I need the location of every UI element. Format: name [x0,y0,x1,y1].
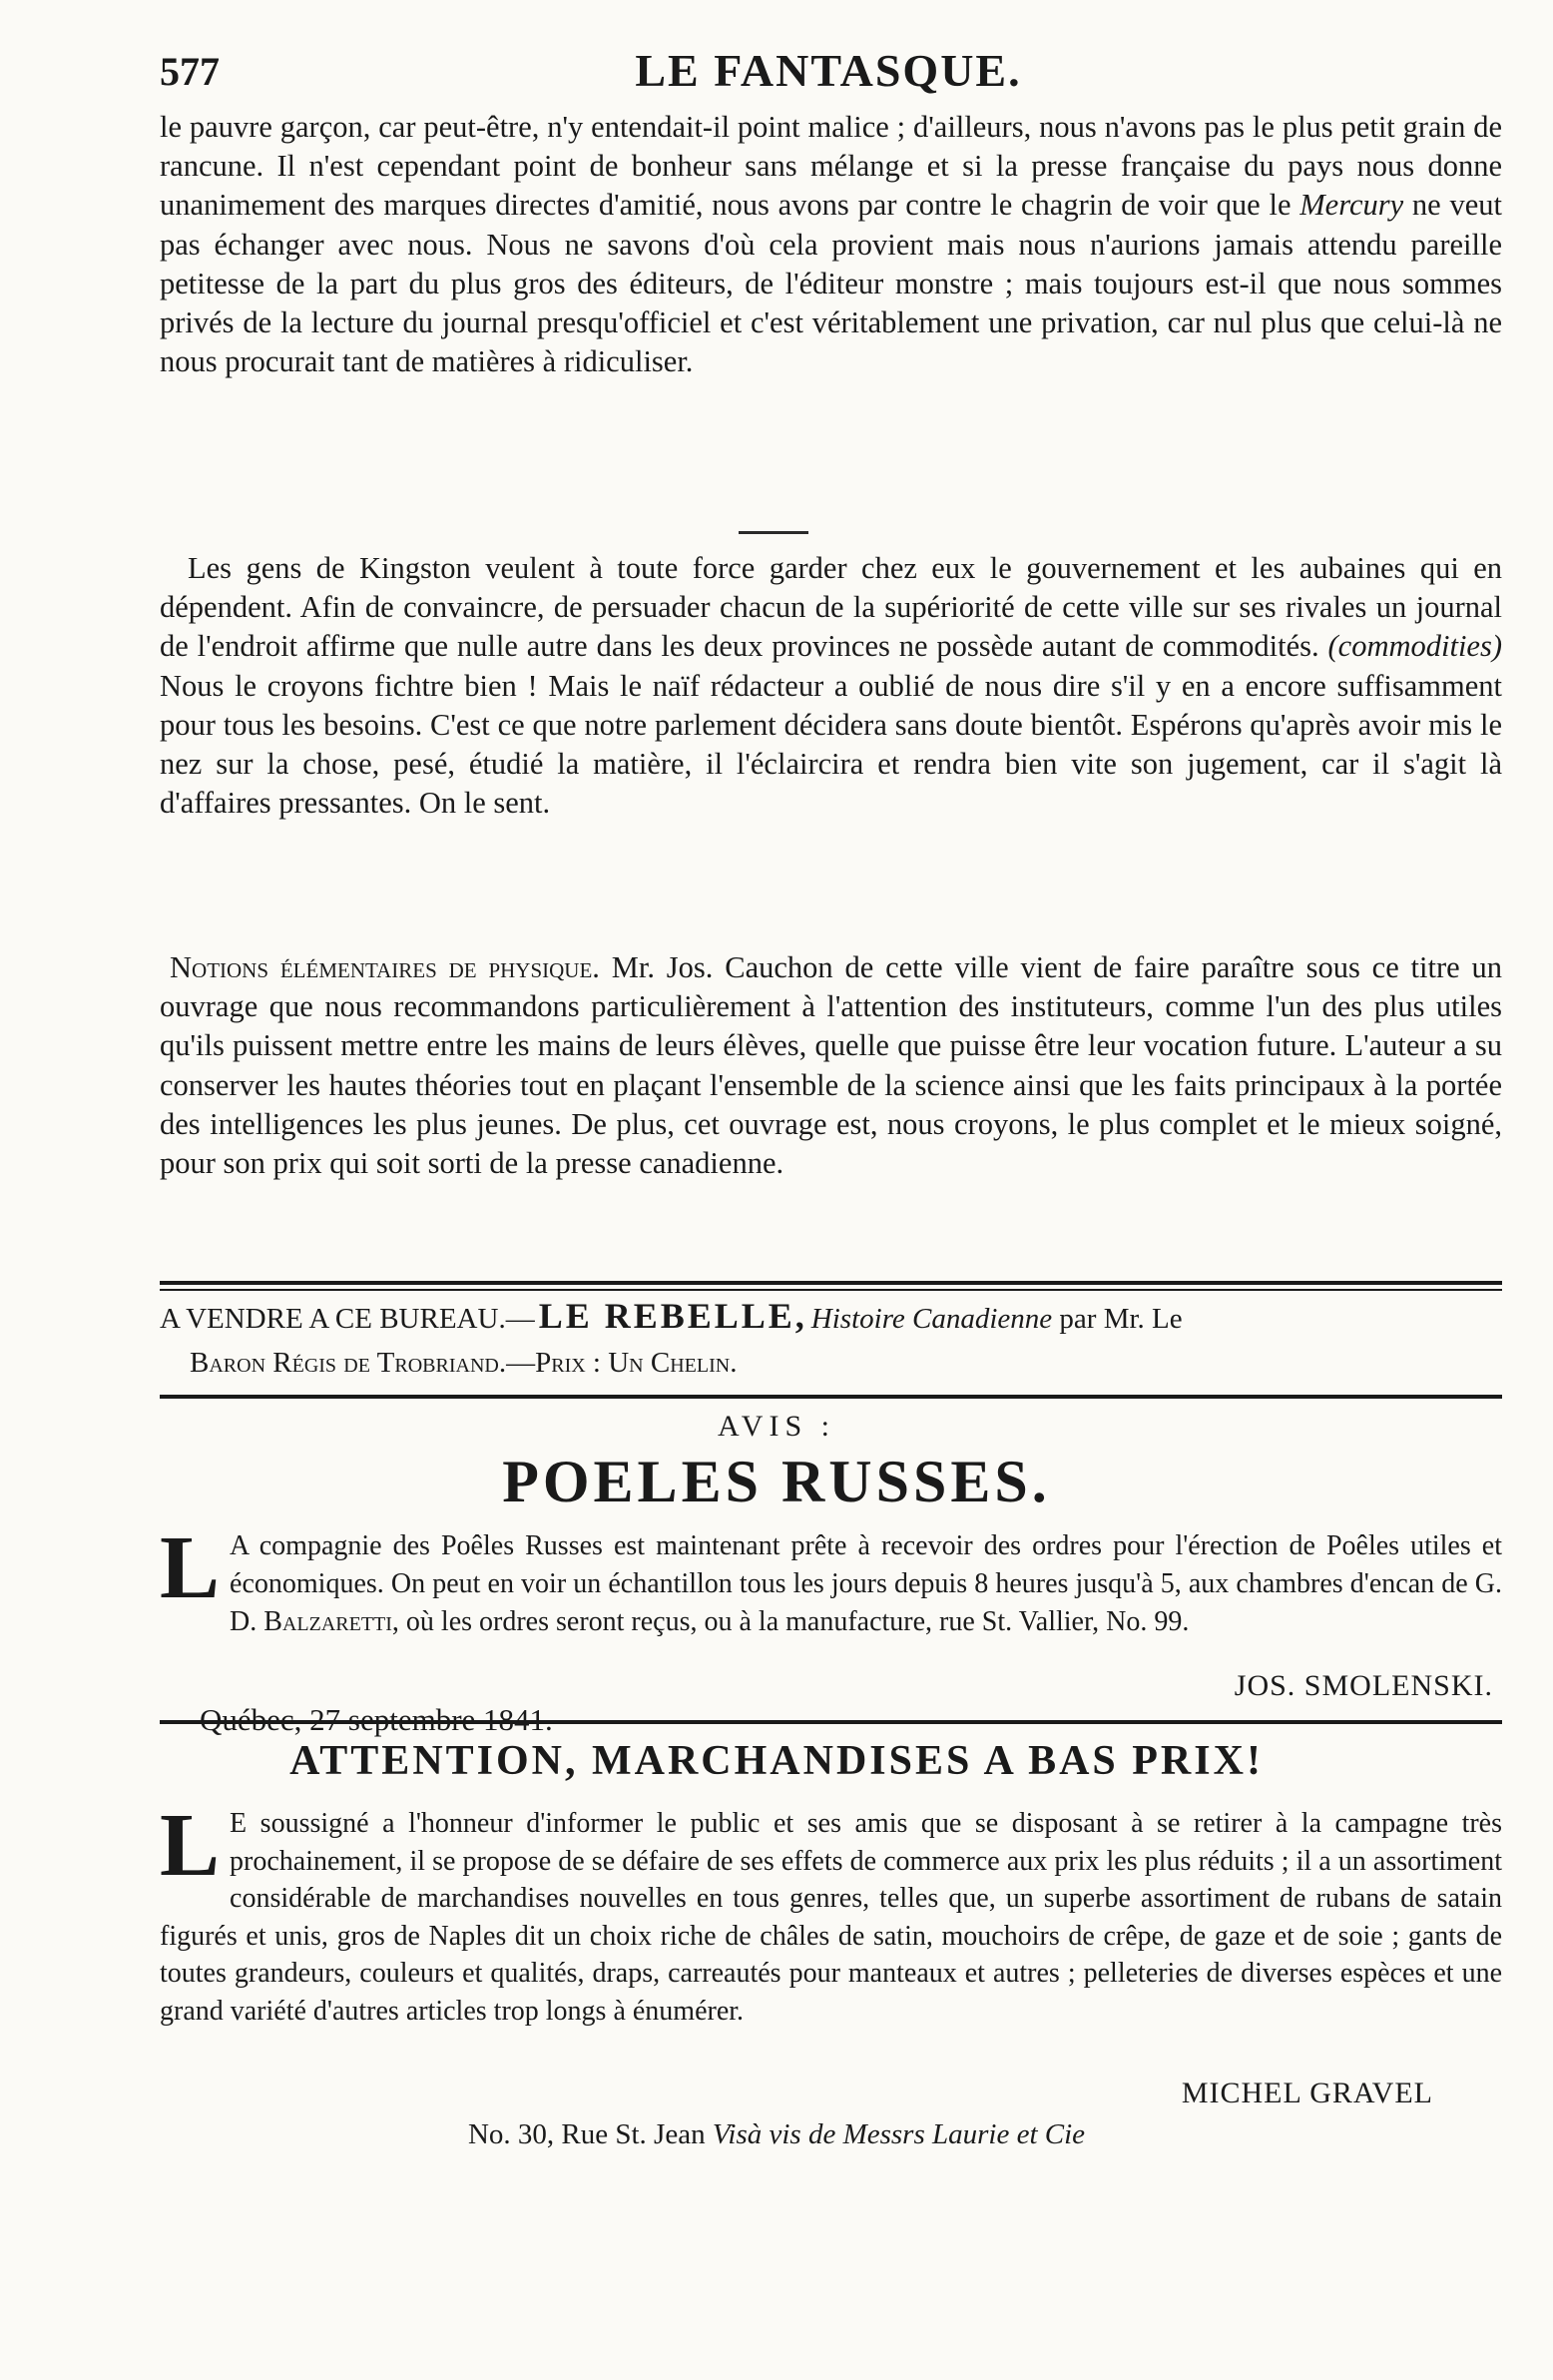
avis-text: A compagnie des Poêles Russes est maintenant prête à recevoir des ordres pour l'érection de Poêles utiles et économiques. On peut en voir un échantillon tous les jours depuis 8 heures jusqu'à 5, aux chambres d'encan de G. D. [230,1530,1502,1637]
avis-signer: JOS. SMOLENSKI. [1234,1669,1493,1702]
address-text: No. 30, Rue St. Jean [467,2118,713,2150]
article-mercury [160,108,1502,381]
advert-address [0,2118,1553,2151]
divider-rule [160,1281,1502,1285]
commodities-word: (commodities) [1327,629,1502,664]
divider-rule [160,1289,1502,1291]
advert-text: E soussigné a l'honneur d'informer le public et ses amis que se disposant à se retirer à la campagne très prochainement, il se propose de se défaire de ses effets de commerce aux prix les plus réduits ; il a un assortiment considérable de marchandises nouvelles en tous genres, telles que, un superbe assortiment de rubans de satain figurés et unis, gros de Naples dit un choix riche de châles de satin, mouchoirs de crêpe, de gaze et de soie ; gants de toutes grandeurs, couleurs et qualités, draps, carreautés pour manteaux et autres ; pelleteries de diverses espèces et une grand variété d'autres articles trop longs à énumérer. [160,1808,1502,2027]
section-separator [739,531,808,534]
sale-prefix: A VENDRE A CE BUREAU.— [160,1303,535,1335]
avis-title: POELES RUSSES. [502,1449,1051,1514]
divider-rule [160,1395,1502,1399]
mercury-name: Mercury [1299,188,1404,223]
advert-merchant: MICHEL GRAVEL [1181,2077,1433,2109]
page-header [150,40,1507,110]
book-subtitle: Histoire Canadienne [810,1303,1053,1335]
divider-rule [160,1720,1502,1724]
address-italic: Visà vis de Messrs Laurie et Cie [712,2118,1086,2150]
book-price: —Prix : Un Chelin. [506,1347,738,1379]
article-text: le pauvre garçon, car peut-être, n'y entendait-il point malice ; d'ailleurs, nous n'avons pas le plus petit grain de rancune. Il n'est cependant point de bonheur sans mélange et si la presse française du pays nous donne unanimement des marques directes d'amitié, nous avons par contre le chagrin de voir que le [160,110,1502,223]
avis-name: Balzaretti [263,1606,392,1637]
article-kingston [160,549,1502,823]
article-text: Nous le croyons fichtre bien ! Mais le naïf rédacteur a oublié de nous dire s'il y en a encore suffisamment pour tous les besoins. C'est ce que notre parlement décidera sans doute bientôt. Espérons qu'après avoir mis le nez sur la chose, pesé, étudié la matière, il l'éclaircira et rendra bien vite son jugement, car il s'agit là d'affaires pressantes. On le sent. [160,668,1502,821]
article-text: ne veut pas échanger avec nous. Nous ne savons d'où cela provient mais nous n'aurions jamais attendu pareille petitesse de la part du plus gros des éditeurs, de l'éditeur monstre ; mais toujours est-il que nous sommes privés de la lecture du journal presqu'officiel et c'est véritablement une privation, car nul plus que celui-là ne nous procurait tant de matières à ridiculiser. [160,188,1502,379]
sale-notice [160,1294,1502,1385]
avis-text: , où les ordres seront reçus, ou à la manufacture, rue St. Vallier, No. 99. [391,1606,1190,1637]
article-text: Mr. Jos. Cauchon de cette ville vient de faire paraître sous ce titre un ouvrage que nous recommandons particulièrement à l'attention des instituteurs, comme l'un des plus utiles qu'ils puissent mettre entre les mains de leurs élèves, quelle que puisse être leur vocation future. L'auteur a su conserver les hautes théories tout en plaçant l'ensemble de la science ainsi que les faits principaux à la portée des intelligences les plus jeunes. De plus, cet ouvrage est, nous croyons, le plus complet et le mieux soigné, pour son prix qui soit sorti de la presse canadienne. [160,950,1502,1181]
drop-cap: L [160,1518,221,1617]
page-number: 577 [160,49,220,94]
avis-body [160,1518,1502,1641]
article-heading: Notions élémentaires de physique. [170,950,600,984]
avis-label: AVIS : [718,1410,835,1443]
book-title: LE REBELLE, [538,1296,807,1336]
article-text: Les gens de Kingston veulent à toute force garder chez eux le gouvernement et les aubaines qui en dépendent. Afin de convaincre, de persuader chacun de la supériorité de cette ville sur ses rivales un journal de l'endroit affirme que nulle autre dans les deux provinces ne possède autant de commodités. [160,551,1502,664]
book-author: Baron Régis de Trobriand. [190,1347,507,1379]
article-physique [160,948,1502,1183]
drop-cap: L [160,1796,221,1895]
advert-body [160,1796,1502,2030]
running-title: LE FANTASQUE. [635,45,1022,96]
advert-title: ATTENTION, MARCHANDISES A BAS PRIX! [289,1738,1264,1784]
book-by: par Mr. Le [1052,1303,1183,1335]
